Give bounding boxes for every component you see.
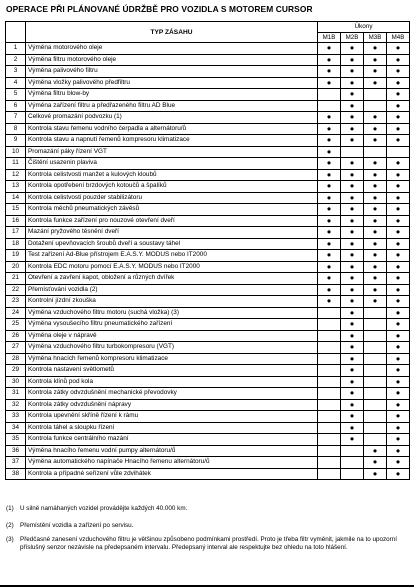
interval-mark-m3b: ●: [364, 77, 387, 89]
row-number: 3: [6, 66, 26, 78]
interval-mark-m4b: ●: [387, 181, 410, 193]
interval-mark-m2b: [341, 468, 364, 480]
table-row: [6, 146, 410, 158]
interval-mark-m4b: ●: [387, 215, 410, 227]
row-number: 6: [6, 100, 26, 112]
interval-mark-m3b: ●: [364, 135, 387, 147]
table-row: [6, 319, 410, 331]
interval-mark-m4b: ●: [387, 100, 410, 112]
interval-mark-m1b: [318, 89, 341, 101]
interval-mark-m1b: [318, 445, 341, 457]
interval-mark-m2b: ●: [341, 250, 364, 262]
row-operation: Výměna filtru blow-by: [26, 89, 318, 101]
interval-mark-m3b: ●: [364, 457, 387, 469]
interval-mark-m1b: [318, 307, 341, 319]
table-row: [6, 66, 410, 78]
interval-mark-m3b: ●: [364, 192, 387, 204]
interval-mark-m1b: ●: [318, 158, 341, 170]
table-row: [6, 342, 410, 354]
row-number: 1: [6, 43, 26, 55]
interval-mark-m4b: ●: [387, 238, 410, 250]
row-number: 24: [6, 307, 26, 319]
table-row: [6, 250, 410, 262]
row-number: 34: [6, 422, 26, 434]
interval-mark-m2b: ●: [341, 284, 364, 296]
interval-mark-m1b: [318, 365, 341, 377]
interval-mark-m2b: ●: [341, 43, 364, 55]
table-row: [6, 365, 410, 377]
interval-mark-m3b: [364, 89, 387, 101]
interval-mark-m3b: ●: [364, 112, 387, 124]
row-number: 25: [6, 319, 26, 331]
row-operation: Kontrola upevnění skříně řízení k rámu: [26, 411, 318, 423]
interval-mark-m1b: [318, 319, 341, 331]
row-number: 2: [6, 54, 26, 66]
row-number: 9: [6, 135, 26, 147]
interval-mark-m3b: ●: [364, 158, 387, 170]
row-number: 19: [6, 250, 26, 262]
row-number: 33: [6, 411, 26, 423]
interval-mark-m4b: ●: [387, 169, 410, 181]
interval-mark-m3b: ●: [364, 284, 387, 296]
row-number: 28: [6, 353, 26, 365]
row-number: 31: [6, 388, 26, 400]
footnote-text: Předčasné zanesení vzduchového filtru je většinou způsobeno podmínkami prostředí. Proto je třeba filtr vyměnit, jakmile na to upozorní příslušný senzor nezávisle na předepsaném intervalu. Předepsaný interval ale respektujte bez ohledu na toto hlášení.: [20, 536, 397, 551]
table-row: [6, 353, 410, 365]
interval-mark-m4b: ●: [387, 250, 410, 262]
row-operation: Kontrola stavu a napnutí řemenů kompresoru klimatizace: [26, 135, 318, 147]
interval-mark-m2b: [341, 146, 364, 158]
interval-mark-m4b: ●: [387, 422, 410, 434]
table-row: [6, 284, 410, 296]
table-row: [6, 376, 410, 388]
interval-mark-m2b: ●: [341, 123, 364, 135]
row-operation: Výměna vysoušecího filtru pneumatického zařízení: [26, 319, 318, 331]
interval-mark-m1b: [318, 388, 341, 400]
interval-mark-m3b: [364, 365, 387, 377]
footnote-number: (1): [6, 505, 14, 512]
interval-mark-m3b: [364, 146, 387, 158]
interval-mark-m3b: ●: [364, 169, 387, 181]
interval-mark-m4b: ●: [387, 330, 410, 342]
interval-mark-m1b: ●: [318, 169, 341, 181]
row-number: 36: [6, 445, 26, 457]
interval-mark-m1b: [318, 411, 341, 423]
interval-mark-m3b: [364, 399, 387, 411]
interval-mark-m2b: ●: [341, 238, 364, 250]
interval-mark-m2b: ●: [341, 273, 364, 285]
interval-mark-m2b: ●: [341, 399, 364, 411]
footnote-text: Přemístění vozidla a zařízení po servisu.: [20, 522, 134, 529]
interval-mark-m4b: ●: [387, 434, 410, 446]
interval-mark-m3b: ●: [364, 238, 387, 250]
interval-mark-m2b: ●: [341, 376, 364, 388]
row-operation: Kontrola klínů pod kola: [26, 376, 318, 388]
table-row: [6, 468, 410, 480]
interval-mark-m4b: ●: [387, 54, 410, 66]
interval-mark-m4b: ●: [387, 158, 410, 170]
footnote: [6, 536, 406, 552]
interval-mark-m2b: ●: [341, 330, 364, 342]
table-row: [6, 123, 410, 135]
row-number: 27: [6, 342, 26, 354]
interval-mark-m4b: [387, 146, 410, 158]
interval-mark-m3b: ●: [364, 296, 387, 308]
interval-mark-m1b: ●: [318, 192, 341, 204]
row-operation: Kontrola funkce centrálního mazání: [26, 434, 318, 446]
row-number: 38: [6, 468, 26, 480]
row-number: 15: [6, 204, 26, 216]
table-row: [6, 135, 410, 147]
interval-mark-m3b: ●: [364, 261, 387, 273]
row-operation: Kontrola stavu řemenu vodního čerpadla a alternátoru/ů: [26, 123, 318, 135]
interval-mark-m4b: ●: [387, 112, 410, 124]
interval-mark-m1b: [318, 468, 341, 480]
interval-mark-m1b: ●: [318, 112, 341, 124]
interval-mark-m2b: ●: [341, 411, 364, 423]
row-operation: Výměna zařízení filtru a předřazeného filtru AD Blue: [26, 100, 318, 112]
interval-mark-m4b: ●: [387, 365, 410, 377]
table-row: [6, 411, 410, 423]
table-row: [6, 445, 410, 457]
interval-mark-m3b: [364, 307, 387, 319]
interval-mark-m1b: ●: [318, 123, 341, 135]
interval-mark-m4b: ●: [387, 204, 410, 216]
page-title: OPERACE PŘI PLÁNOVANÉ ÚDRŽBĚ PRO VOZIDLA S MOTOREM CURSOR: [6, 4, 313, 14]
interval-mark-m3b: [364, 319, 387, 331]
row-operation: Kontrola celistvosti pouzder stabilizátoru: [26, 192, 318, 204]
maintenance-rows: [6, 43, 410, 480]
row-operation: Kontrola měchů pneumatických závěsů: [26, 204, 318, 216]
row-operation: Přemísťování vozidla (2): [26, 284, 318, 296]
interval-mark-m4b: ●: [387, 43, 410, 55]
row-operation: Celkové promazání podvozku (1): [26, 112, 318, 124]
interval-mark-m4b: ●: [387, 284, 410, 296]
interval-mark-m3b: ●: [364, 215, 387, 227]
interval-mark-m3b: ●: [364, 227, 387, 239]
interval-mark-m3b: ●: [364, 468, 387, 480]
interval-mark-m4b: ●: [387, 376, 410, 388]
table-row: [6, 457, 410, 469]
interval-mark-m3b: ●: [364, 123, 387, 135]
interval-mark-m3b: [364, 353, 387, 365]
table-row: [6, 181, 410, 193]
row-operation: Výměna filtru motorového oleje: [26, 54, 318, 66]
row-operation: Promazání páky řízení VGT: [26, 146, 318, 158]
interval-mark-m1b: ●: [318, 204, 341, 216]
table-row: [6, 399, 410, 411]
interval-mark-m4b: ●: [387, 123, 410, 135]
row-operation: Výměna vzduchového filtru turbokompresoru (VGT): [26, 342, 318, 354]
row-number: 22: [6, 284, 26, 296]
row-operation: Test zařízení Ad-Blue přístrojem E.A.S.Y. MODUS nebo IT2000: [26, 250, 318, 262]
table-row: [6, 296, 410, 308]
row-operation: Výměna palivového filtru: [26, 66, 318, 78]
interval-mark-m1b: ●: [318, 261, 341, 273]
interval-mark-m4b: ●: [387, 192, 410, 204]
row-operation: Čištění usazenin plaviva: [26, 158, 318, 170]
row-number: 29: [6, 365, 26, 377]
row-number: 20: [6, 261, 26, 273]
row-operation: Kontrola zátky odvzdušnění nápravy: [26, 399, 318, 411]
interval-mark-m2b: ●: [341, 342, 364, 354]
interval-mark-m2b: ●: [341, 365, 364, 377]
interval-mark-m2b: ●: [341, 388, 364, 400]
table-row: [6, 261, 410, 273]
interval-mark-m4b: ●: [387, 261, 410, 273]
interval-mark-m3b: ●: [364, 445, 387, 457]
table-row: [6, 434, 410, 446]
row-number: 13: [6, 181, 26, 193]
header-ukony: Úkony: [318, 22, 410, 33]
interval-mark-m3b: [364, 100, 387, 112]
interval-mark-m1b: ●: [318, 250, 341, 262]
interval-mark-m2b: ●: [341, 89, 364, 101]
row-operation: Výměna motorového oleje: [26, 43, 318, 55]
table-row: [6, 330, 410, 342]
row-operation: Výměna vložky palivového předfiltru: [26, 77, 318, 89]
interval-mark-m2b: ●: [341, 204, 364, 216]
row-operation: Otevření a zavření kapot, obložení a různých dvířek: [26, 273, 318, 285]
interval-mark-m2b: ●: [341, 296, 364, 308]
table-row: [6, 238, 410, 250]
interval-mark-m1b: ●: [318, 181, 341, 193]
row-operation: Kontrola EDC motoru pomocí E.A.S.Y. MODUS nebo IT2000: [26, 261, 318, 273]
interval-mark-m4b: ●: [387, 399, 410, 411]
header-m2b: M2B: [341, 32, 364, 43]
interval-mark-m4b: ●: [387, 319, 410, 331]
interval-mark-m3b: [364, 411, 387, 423]
interval-mark-m3b: ●: [364, 204, 387, 216]
interval-mark-m1b: ●: [318, 77, 341, 89]
row-number: 21: [6, 273, 26, 285]
table-row: [6, 307, 410, 319]
table-row: [6, 273, 410, 285]
interval-mark-m1b: ●: [318, 54, 341, 66]
interval-mark-m1b: ●: [318, 227, 341, 239]
interval-mark-m3b: [364, 342, 387, 354]
interval-mark-m1b: ●: [318, 43, 341, 55]
interval-mark-m4b: ●: [387, 342, 410, 354]
row-number: 32: [6, 399, 26, 411]
table-row: [6, 54, 410, 66]
interval-mark-m2b: ●: [341, 261, 364, 273]
interval-mark-m2b: [341, 457, 364, 469]
interval-mark-m2b: ●: [341, 422, 364, 434]
interval-mark-m3b: [364, 330, 387, 342]
table-row: [6, 169, 410, 181]
interval-mark-m2b: ●: [341, 158, 364, 170]
table-row: [6, 89, 410, 101]
interval-mark-m4b: ●: [387, 307, 410, 319]
interval-mark-m3b: ●: [364, 54, 387, 66]
interval-mark-m4b: ●: [387, 227, 410, 239]
table-row: [6, 112, 410, 124]
interval-mark-m2b: ●: [341, 135, 364, 147]
interval-mark-m1b: [318, 457, 341, 469]
interval-mark-m4b: ●: [387, 77, 410, 89]
interval-mark-m4b: ●: [387, 66, 410, 78]
interval-mark-m4b: ●: [387, 411, 410, 423]
footnote-number: (2): [6, 522, 14, 529]
interval-mark-m2b: [341, 445, 364, 457]
header-number-cell: [6, 22, 26, 43]
maintenance-table: [5, 21, 410, 480]
row-number: 5: [6, 89, 26, 101]
row-number: 23: [6, 296, 26, 308]
row-number: 35: [6, 434, 26, 446]
interval-mark-m2b: ●: [341, 215, 364, 227]
row-number: 37: [6, 457, 26, 469]
interval-mark-m2b: ●: [341, 192, 364, 204]
row-operation: Kontrolní jízdní zkouška: [26, 296, 318, 308]
footnote-text: U silně namáhaných vozidel provádějte každých 40.000 km.: [20, 505, 188, 512]
interval-mark-m1b: [318, 422, 341, 434]
row-number: 4: [6, 77, 26, 89]
row-number: 10: [6, 146, 26, 158]
table-row: [6, 100, 410, 112]
row-operation: Kontrola a případné seřízení vůle zdvihátek: [26, 468, 318, 480]
interval-mark-m4b: ●: [387, 89, 410, 101]
interval-mark-m2b: ●: [341, 100, 364, 112]
row-operation: Mazání pryžového těsnění dveří: [26, 227, 318, 239]
interval-mark-m3b: ●: [364, 181, 387, 193]
table-row: [6, 43, 410, 55]
interval-mark-m1b: [318, 353, 341, 365]
interval-mark-m1b: ●: [318, 135, 341, 147]
footnote: [6, 505, 406, 513]
interval-mark-m1b: ●: [318, 146, 341, 158]
interval-mark-m1b: [318, 399, 341, 411]
row-number: 12: [6, 169, 26, 181]
table-row: [6, 388, 410, 400]
interval-mark-m3b: ●: [364, 66, 387, 78]
interval-mark-m4b: ●: [387, 457, 410, 469]
interval-mark-m3b: [364, 434, 387, 446]
interval-mark-m1b: ●: [318, 66, 341, 78]
interval-mark-m3b: ●: [364, 273, 387, 285]
interval-mark-m4b: ●: [387, 388, 410, 400]
row-operation: Výměna vzduchového filtru motoru (suchá vložka) (3): [26, 307, 318, 319]
interval-mark-m4b: ●: [387, 135, 410, 147]
interval-mark-m4b: ●: [387, 296, 410, 308]
interval-mark-m3b: ●: [364, 43, 387, 55]
interval-mark-m2b: ●: [341, 434, 364, 446]
row-number: 30: [6, 376, 26, 388]
interval-mark-m1b: [318, 342, 341, 354]
interval-mark-m2b: ●: [341, 307, 364, 319]
interval-mark-m2b: ●: [341, 181, 364, 193]
interval-mark-m4b: ●: [387, 468, 410, 480]
table-row: [6, 204, 410, 216]
interval-mark-m1b: ●: [318, 238, 341, 250]
row-number: 8: [6, 123, 26, 135]
row-operation: Kontrola celistvosti manžet a kulových kloubů: [26, 169, 318, 181]
table-row: [6, 77, 410, 89]
interval-mark-m2b: ●: [341, 169, 364, 181]
header-m3b: M3B: [364, 32, 387, 43]
table-row: [6, 215, 410, 227]
interval-mark-m1b: [318, 100, 341, 112]
interval-mark-m4b: ●: [387, 445, 410, 457]
footnote-number: (3): [6, 536, 14, 543]
interval-mark-m3b: [364, 422, 387, 434]
row-operation: Kontrola funkce zařízení pro nouzové otevření dveří: [26, 215, 318, 227]
row-number: 18: [6, 238, 26, 250]
row-operation: Výměna automatického napínače Hnacího řemenu alternátoru/ů: [26, 457, 318, 469]
interval-mark-m1b: ●: [318, 284, 341, 296]
row-operation: Výměna hnacích řemenů kompresoru klimatizace: [26, 353, 318, 365]
interval-mark-m1b: ●: [318, 273, 341, 285]
table-row: [6, 192, 410, 204]
interval-mark-m1b: ●: [318, 296, 341, 308]
footnote: [6, 522, 406, 530]
header-m1b: M1B: [318, 32, 341, 43]
row-operation: Výměna oleje v nápravě: [26, 330, 318, 342]
row-number: 14: [6, 192, 26, 204]
row-number: 11: [6, 158, 26, 170]
interval-mark-m2b: ●: [341, 77, 364, 89]
row-operation: Kontrola nastavení světlometů: [26, 365, 318, 377]
interval-mark-m1b: [318, 330, 341, 342]
row-operation: Kontrola táhel a sloupku řízení: [26, 422, 318, 434]
table-row: [6, 227, 410, 239]
interval-mark-m4b: ●: [387, 273, 410, 285]
interval-mark-m3b: ●: [364, 250, 387, 262]
interval-mark-m1b: [318, 434, 341, 446]
row-operation: Dotažení upevňovacích šroubů dveří a soustavy táhel: [26, 238, 318, 250]
row-number: 16: [6, 215, 26, 227]
interval-mark-m1b: ●: [318, 215, 341, 227]
interval-mark-m2b: ●: [341, 227, 364, 239]
interval-mark-m2b: ●: [341, 66, 364, 78]
interval-mark-m4b: ●: [387, 353, 410, 365]
header-typ: TYP ZÁSAHU: [26, 22, 318, 43]
row-operation: Výměna hnacího řemenu vodní pumpy alternátoru/ů: [26, 445, 318, 457]
interval-mark-m2b: ●: [341, 319, 364, 331]
row-operation: Kontrola opotřebení brzdových kotoučů a špalíků: [26, 181, 318, 193]
row-number: 17: [6, 227, 26, 239]
table-row: [6, 422, 410, 434]
row-number: 7: [6, 112, 26, 124]
interval-mark-m2b: ●: [341, 54, 364, 66]
interval-mark-m3b: [364, 388, 387, 400]
interval-mark-m1b: [318, 376, 341, 388]
row-number: 26: [6, 330, 26, 342]
interval-mark-m3b: [364, 376, 387, 388]
header-m4b: M4B: [387, 32, 410, 43]
row-operation: Kontrola zátky odvzdušnění mechanické převodovky: [26, 388, 318, 400]
table-row: [6, 158, 410, 170]
interval-mark-m2b: ●: [341, 353, 364, 365]
interval-mark-m2b: ●: [341, 112, 364, 124]
